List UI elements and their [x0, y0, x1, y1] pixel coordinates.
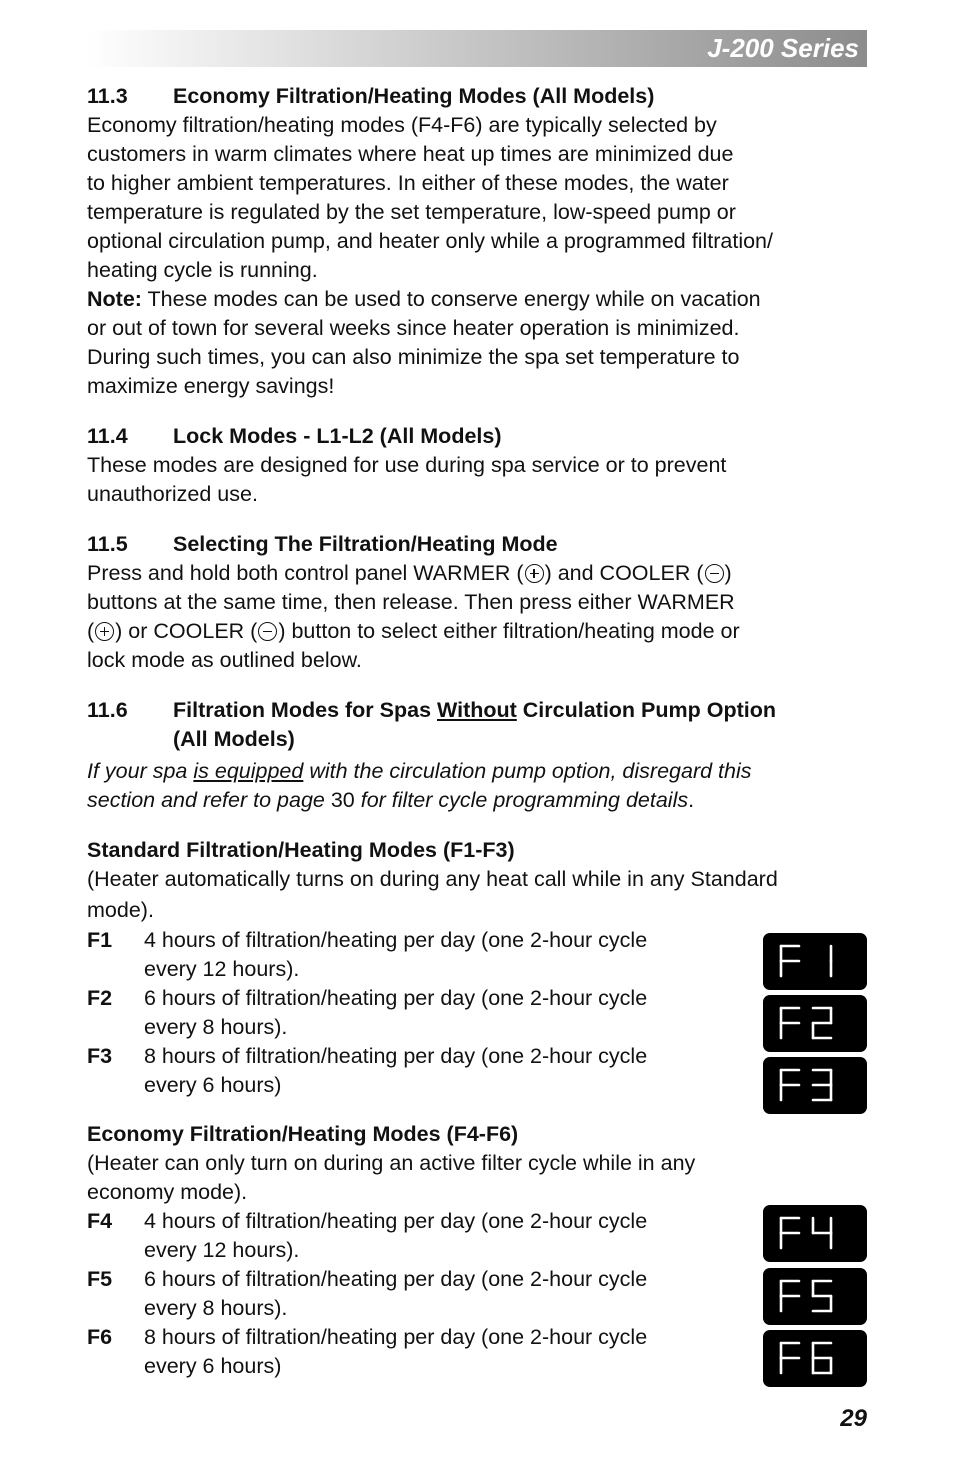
mode-f2: F2 6 hours of filtration/heating per day (one 2-hour cycle every 8 hours).	[87, 986, 648, 1039]
section-11-5-heading: 11.5 Selecting The Filtration/Heating Mode	[87, 532, 558, 556]
lcd-display-f6	[763, 1330, 867, 1387]
section-11-3-heading: 11.3 Economy Filtration/Heating Modes (All Models)	[87, 84, 655, 108]
mode-f1: F1 4 hours of filtration/heating per day (one 2-hour cycle every 12 hours).	[87, 928, 648, 981]
section-11-6-note: If your spa is equipped with the circulation pump option, disregard this section and refer to page 30 for filter cycle programming details.	[87, 759, 752, 812]
section-11-6-heading: 11.6 Filtration Modes for Spas Without Circulation Pump Option (All Models)	[87, 698, 776, 751]
lcd-glyphs	[763, 995, 867, 1052]
section-11-5-body: Press and hold both control panel WARMER ( ) and COOLER ( ) buttons at the same time, then release. Then press either WARMER ( ) or COOLER ( ) button to select either filtration/heating mode or lock mode as outlined below.	[87, 561, 740, 672]
warmer-plus-icon	[525, 564, 544, 583]
section-11-3-note: Note: These modes can be used to conserve energy while on vacation or out of town for several weeks since heater operation is minimized. During such times, you can also minimize the spa set temperature to maximize energy savings!	[87, 287, 761, 398]
page-reference: 30	[330, 788, 355, 812]
note-label: Note:	[87, 287, 142, 311]
economy-modes-heading: Economy Filtration/Heating Modes (F4-F6)	[87, 1122, 519, 1146]
lcd-display-f1	[763, 933, 867, 990]
warmer-plus-icon	[95, 622, 114, 641]
section-11-4-body: These modes are designed for use during spa service or to prevent unauthorized use.	[87, 453, 727, 506]
lcd-glyphs	[763, 933, 867, 990]
lcd-display-f5	[763, 1268, 867, 1325]
page-content	[87, 82, 867, 1381]
mode-f5: F5 6 hours of filtration/heating per day (one 2-hour cycle every 8 hours).	[87, 1267, 648, 1320]
lcd-glyphs	[763, 1330, 867, 1387]
standard-modes-heading: Standard Filtration/Heating Modes (F1-F3)	[87, 838, 515, 862]
lcd-glyphs	[763, 1268, 867, 1325]
lcd-glyphs	[763, 1205, 867, 1262]
lcd-display-f4	[763, 1205, 867, 1262]
lcd-display-f3	[763, 1057, 867, 1114]
lcd-glyphs	[763, 1057, 867, 1114]
standard-modes-intro: (Heater automatically turns on during any heat call while in any Standard mode).	[87, 867, 778, 922]
cooler-minus-icon	[258, 622, 277, 641]
mode-f6: F6 8 hours of filtration/heating per day (one 2-hour cycle every 6 hours)	[87, 1325, 648, 1378]
economy-modes-intro: (Heater can only turn on during an active filter cycle while in any economy mode).	[87, 1151, 696, 1204]
mode-f4: F4 4 hours of filtration/heating per day (one 2-hour cycle every 12 hours).	[87, 1209, 648, 1262]
series-title: J-200 Series	[707, 33, 859, 63]
page-number: 29	[840, 1405, 867, 1432]
mode-f3: F3 8 hours of filtration/heating per day (one 2-hour cycle every 6 hours)	[87, 1044, 648, 1097]
cooler-minus-icon	[705, 564, 724, 583]
lcd-display-f2	[763, 995, 867, 1052]
section-11-3-body: Economy filtration/heating modes (F4-F6) are typically selected by customers in warm climates where heat up times are minimized due to higher ambient temperatures. In either of these modes, the water temperature is regulated by the set temperature, low-speed pump or optional circulation pump, and heater only while a programmed filtration/ heating cycle is running.	[87, 113, 773, 282]
section-11-4-heading: 11.4 Lock Modes - L1-L2 (All Models)	[87, 424, 502, 448]
header-bar	[86, 30, 867, 67]
